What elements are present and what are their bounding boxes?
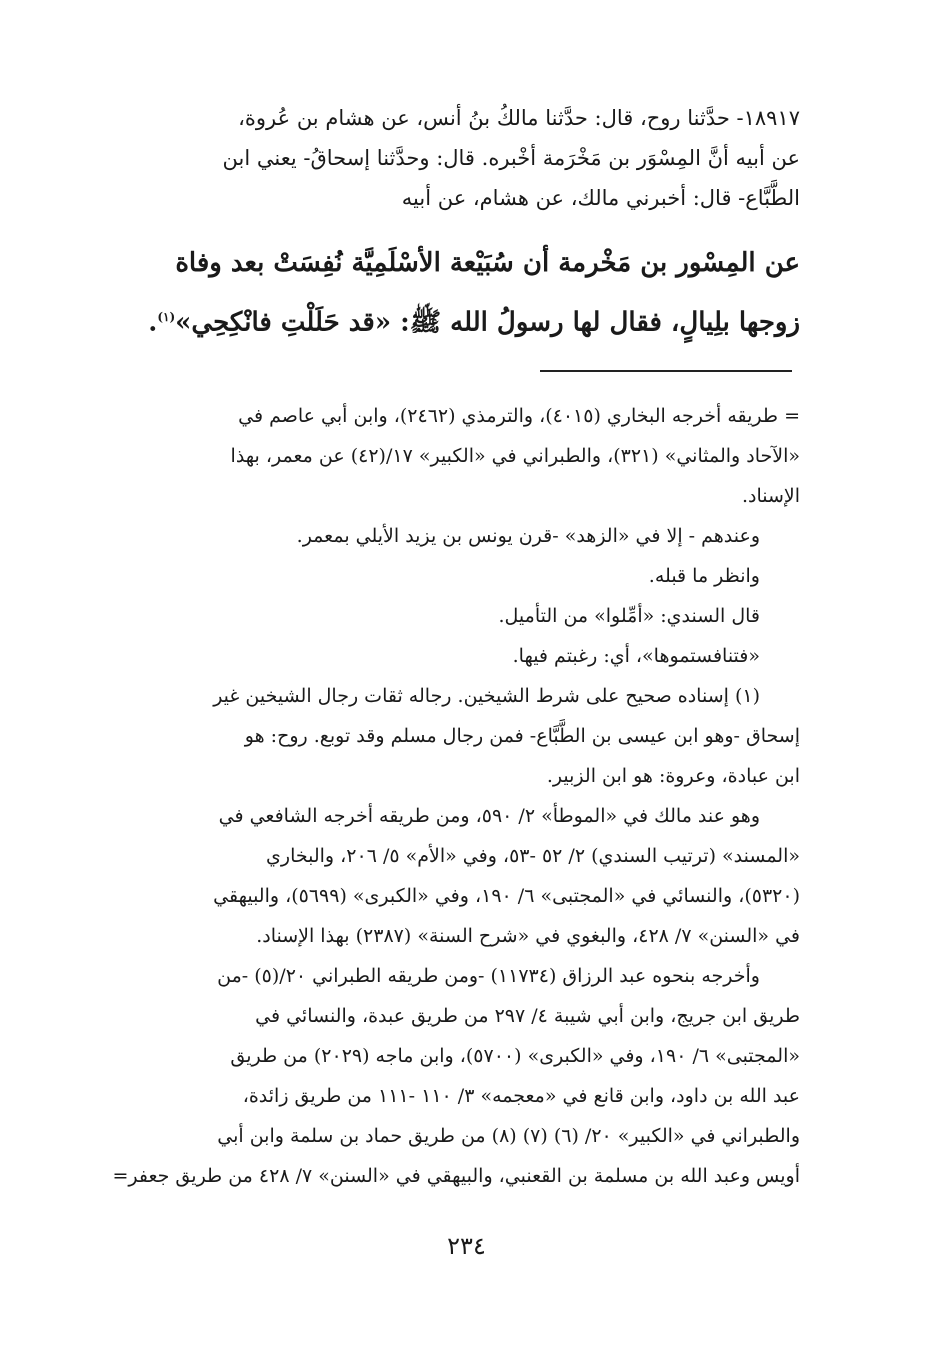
footnote-line: الإسناد. bbox=[741, 485, 800, 507]
footnote-line: = طريقه أخرجه البخاري (٤٠١٥)، والترمذي (٢٤٦٢)، وابن أبي عاصم في bbox=[238, 405, 800, 427]
footnote-line: «فتنافستموها»، أي: رغبتم فيها. bbox=[512, 645, 760, 667]
footnote-line: وانظر ما قبله. bbox=[648, 565, 760, 587]
footnote-line: وعندهم - إلا في «الزهد» -قرن يونس بن يزيد الأيلي بمعمر. bbox=[296, 525, 760, 547]
footnote-line: «الآحاد والمثاني» (٣٢١)، والطبراني في «الكبير» ١٧/(٤٢) عن معمر، بهذا bbox=[230, 445, 800, 467]
footnote-ref: (١) bbox=[157, 310, 176, 324]
footnote-line: أويس وعبد الله بن مسلمة بن القعنبي، والبيهقي في «السنن» ٧/ ٤٢٨ من طريق جعفر= bbox=[112, 1165, 800, 1187]
footnote-separator bbox=[540, 370, 792, 372]
footnote-line: وأخرجه بنحوه عبد الرزاق (١١٧٣٤) -ومن طريقه الطبراني ٢٠/(٥) -من bbox=[217, 965, 760, 987]
footnote-line: عبد الله بن داود، وابن قانع في «معجمه» ٣/ ١١٠ -١١١ من طريق زائدة، bbox=[242, 1085, 800, 1107]
chain-line: عن أبيه أنَّ المِسْوَر بن مَخْرَمة أخْبره. قال: وحدَّثنا إسحاقُ- يعني ابن bbox=[222, 146, 800, 170]
chain-line: الطَّبَّاع- قال: أخبرني مالك، عن هشام، عن أبيه bbox=[401, 186, 800, 210]
footnote-line: (١) إسناده صحيح على شرط الشيخين. رجاله ثقات رجال الشيخين غير bbox=[213, 685, 760, 707]
footnote-line: «المسند» (ترتيب السندي) ٢/ ٥٢ -٥٣، وفي «الأم» ٥/ ٢٠٦، والبخاري bbox=[266, 845, 800, 867]
footnote-line: قال السندي: «أمِّلوا» من التأميل. bbox=[498, 605, 760, 627]
matn-text: زوجها بلِيالٍ، فقال لها رسولُ الله ﷺ: «قد حَلَلْتِ فانْكِحِي» bbox=[175, 307, 800, 338]
footnote-line: والطبراني في «الكبير» ٢٠/ (٦) (٧) (٨) من طريق حماد بن سلمة وابن أبي bbox=[217, 1125, 800, 1147]
hadith-chain bbox=[100, 98, 800, 218]
footnote-line: إسحاق -وهو ابن عيسى بن الطَّبَّاع- فمن رجال مسلم وقد توبع. روح: هو bbox=[244, 725, 800, 747]
footnote-line: ابن عبادة، وعروة: هو ابن الزبير. bbox=[546, 765, 800, 787]
footnotes bbox=[100, 396, 800, 1196]
matn-line bbox=[100, 236, 800, 290]
footnote-line: في «السنن» ٧/ ٤٢٨، والبغوي في «شرح السنة» (٢٣٨٧) بهذا الإسناد. bbox=[256, 925, 800, 947]
footnote-line: وهو عند مالك في «الموطأ» ٢/ ٥٩٠، ومن طريقه أخرجه الشافعي في bbox=[218, 805, 760, 827]
chain-line: ١٨٩١٧- حدَّثنا روح، قال: حدَّثنا مالكُ بنُ أنس، عن هشام بن عُروة، bbox=[238, 106, 800, 130]
page-number: ٢٣٤ bbox=[447, 1232, 486, 1260]
footnote-line: طريق ابن جريج، وابن أبي شيبة ٤/ ٢٩٧ من طريق عبدة، والنسائي في bbox=[255, 1005, 800, 1027]
matn-line: زوجها بلِيالٍ، فقال لها رسولُ الله ﷺ: «قد حَلَلْتِ فانْكِحِي»$^{(١)}$. bbox=[148, 307, 800, 338]
hadith-text bbox=[100, 236, 800, 344]
footnote-line: (٥٣٢٠)، والنسائي في «المجتبى» ٦/ ١٩٠، وفي «الكبرى» (٥٦٩٩)، والبيهقي bbox=[213, 885, 800, 907]
matn-text: عن المِسْور بن مَخْرمة أن سُبَيْعة الأسْلَمِيَّة نُفِسَتْ بعد وفاة bbox=[175, 248, 800, 278]
footnote-line: «المجتبى» ٦/ ١٩٠، وفي «الكبرى» (٥٧٠٠)، وابن ماجه (٢٠٢٩) من طريق bbox=[230, 1045, 800, 1067]
